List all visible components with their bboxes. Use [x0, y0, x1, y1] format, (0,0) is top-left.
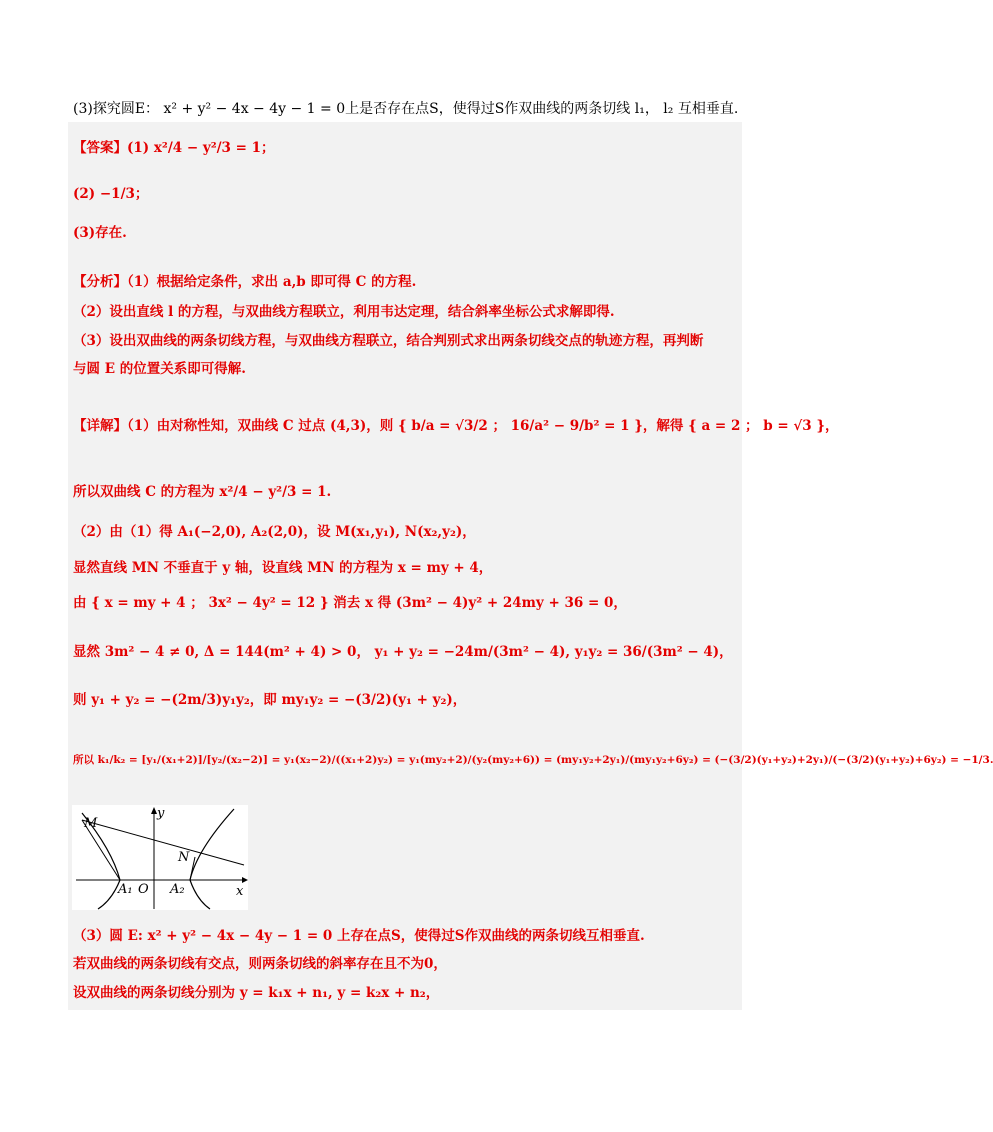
- detail-d10: 若双曲线的两条切线有交点，则两条切线的斜率存在且不为0，: [73, 956, 447, 972]
- analysis-line-1: [73, 270, 416, 290]
- analysis-p3a: （3）设出双曲线的两条切线方程，与双曲线方程联立，结合判别式求出两条切线交点的轨迹方程，再判断: [73, 333, 704, 349]
- answer-tag: 【答案】: [73, 140, 127, 156]
- answer-3: (3)存在.: [73, 225, 127, 241]
- detail-d9: （3）圆 E: x² + y² − 4x − 4y − 1 = 0 上存在点S，使得过S作双曲线的两条切线互相垂直.: [73, 928, 645, 944]
- detail-d5: 由 { x = my + 4 ； 3x² − 4y² = 12 } 消去 x 得 (3m² − 4)y² + 24my + 36 = 0，: [73, 595, 627, 611]
- label-A1: A₁: [118, 882, 133, 897]
- detail-d7: 则 y₁ + y₂ = −(2m/3)y₁y₂，即 my₁y₂ = −(3/2)(y₁ + y₂)，: [73, 692, 467, 708]
- label-y: y: [157, 806, 165, 821]
- label-x: x: [236, 884, 244, 899]
- answer-1: (1) x²/4 − y²/3 = 1；: [127, 140, 275, 156]
- answer-2: (2) −1/3；: [73, 186, 149, 202]
- question-3: (3)探究圆E： x² + y² − 4x − 4y − 1 = 0上是否存在点S，使得过S作双曲线的两条切线 l₁， l₂ 互相垂直.: [73, 101, 739, 117]
- hyperbola-figure: [72, 805, 248, 910]
- detail-d3: （2）由（1）得 A₁(−2,0), A₂(2,0)，设 M(x₁,y₁), N(x₂,y₂)，: [73, 524, 476, 540]
- analysis-tag: 【分析】: [73, 274, 127, 290]
- label-O: O: [138, 882, 149, 897]
- analysis-p3b: 与圆 E 的位置关系即可得解.: [73, 361, 246, 377]
- detail-line-1: [73, 414, 839, 434]
- label-A2: A₂: [170, 882, 185, 897]
- right-branch: [190, 809, 234, 909]
- detail-d4: 显然直线 MN 不垂直于 y 轴，设直线 MN 的方程为 x = my + 4，: [73, 560, 493, 576]
- hyperbola-diagram: [72, 805, 248, 910]
- label-M: M: [84, 816, 98, 831]
- detail-d8: 所以 k₁/k₂ = [y₁/(x₁+2)]/[y₂/(x₂−2)] = y₁(x₂−2)/((x₁+2)y₂) = y₁(my₂+2)/(y₂(my₂+6)) = (my₁y₂+2y₁)/(my₁y₂+6y₂) = (−(3/2)(y₁+y₂)+2y₁)/(−(3/2)(y₁+y₂)+6y₂) = −1/3.: [73, 754, 993, 766]
- detail-d11: 设双曲线的两条切线分别为 y = k₁x + n₁, y = k₂x + n₂，: [73, 985, 440, 1001]
- detail-d6: 显然 3m² − 4 ≠ 0, Δ = 144(m² + 4) > 0， y₁ + y₂ = −24m/(3m² − 4), y₁y₂ = 36/(3m² − 4)，: [73, 644, 733, 660]
- detail-d2: 所以双曲线 C 的方程为 x²/4 − y²/3 = 1.: [73, 484, 332, 500]
- answer-line-1: [73, 136, 275, 156]
- detail-tag: 【详解】: [73, 418, 127, 434]
- detail-d1: （1）由对称性知，双曲线 C 过点 (4,3)，则 { b/a = √3/2 ； 16/a² − 9/b² = 1 }，解得 { a = 2 ； b = √3 }，: [127, 418, 839, 434]
- analysis-p1: （1）根据给定条件，求出 a,b 即可得 C 的方程.: [127, 274, 417, 290]
- analysis-p2: （2）设出直线 l 的方程，与双曲线方程联立，利用韦达定理，结合斜率坐标公式求解即得.: [73, 304, 615, 320]
- x-axis-arrow: [242, 877, 248, 883]
- label-N: N: [178, 850, 190, 865]
